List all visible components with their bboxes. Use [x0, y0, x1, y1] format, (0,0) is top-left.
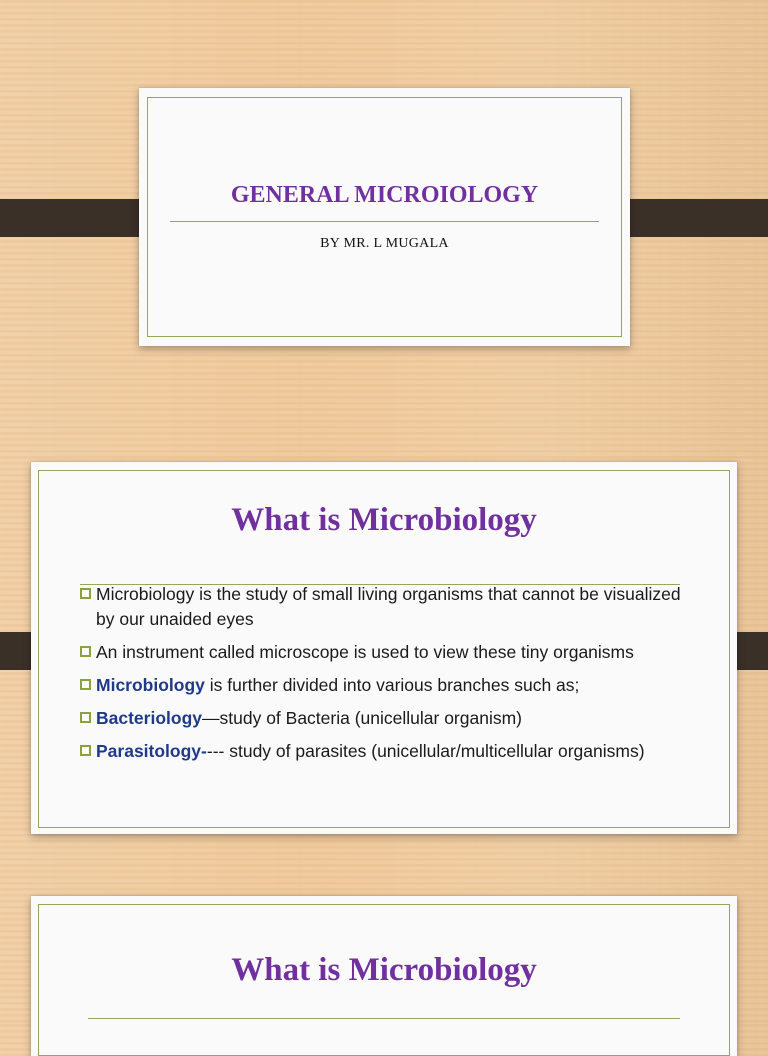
slide-2-title: What is Microbiology [231, 502, 537, 538]
slide-1-title: GENERAL MICROIOLOGY [230, 182, 539, 208]
square-bullet-icon [80, 679, 91, 690]
slide-1-card [139, 88, 630, 346]
slide-1-left-bar [0, 199, 156, 237]
square-bullet-icon [80, 712, 91, 723]
square-bullet-icon [80, 588, 91, 599]
bullet-text-4: —study of Bacteria (unicellular organism) [202, 708, 522, 728]
square-bullet-icon [80, 745, 91, 756]
bullet-item-4 [80, 706, 690, 731]
slide-1-right-bar [612, 199, 768, 237]
square-bullet-icon [80, 646, 91, 657]
bullet-item-3 [80, 673, 690, 698]
bullet-keyword-4: Bacteriology [96, 708, 202, 728]
bullet-text-1: Microbiology is the study of small living organisms that cannot be visualized by our unaided eyes [96, 584, 681, 629]
slide-2-bullet-list [80, 582, 690, 772]
slide-1-frame [147, 97, 622, 337]
bullet-item-2 [80, 640, 690, 665]
bullet-item-1 [80, 582, 690, 632]
bullet-text-3: is further divided into various branches such as; [204, 675, 580, 695]
bullet-item-5 [80, 739, 690, 764]
slide-3-title: What is Microbiology [231, 952, 537, 988]
bullet-keyword-3: Microbiology [96, 675, 205, 695]
bullet-keyword-5: Parasitology- [96, 741, 207, 761]
slide-3-card [31, 896, 737, 1056]
slide-3-title-rule [88, 1018, 680, 1019]
bullet-text-5: --- study of parasites (unicellular/multicellular organisms) [206, 741, 645, 761]
slide-1-title-rule [170, 221, 599, 222]
bullet-text-2: An instrument called microscope is used to view these tiny organisms [96, 642, 634, 662]
slide-1-subtitle: BY MR. L MUGALA [320, 236, 449, 251]
